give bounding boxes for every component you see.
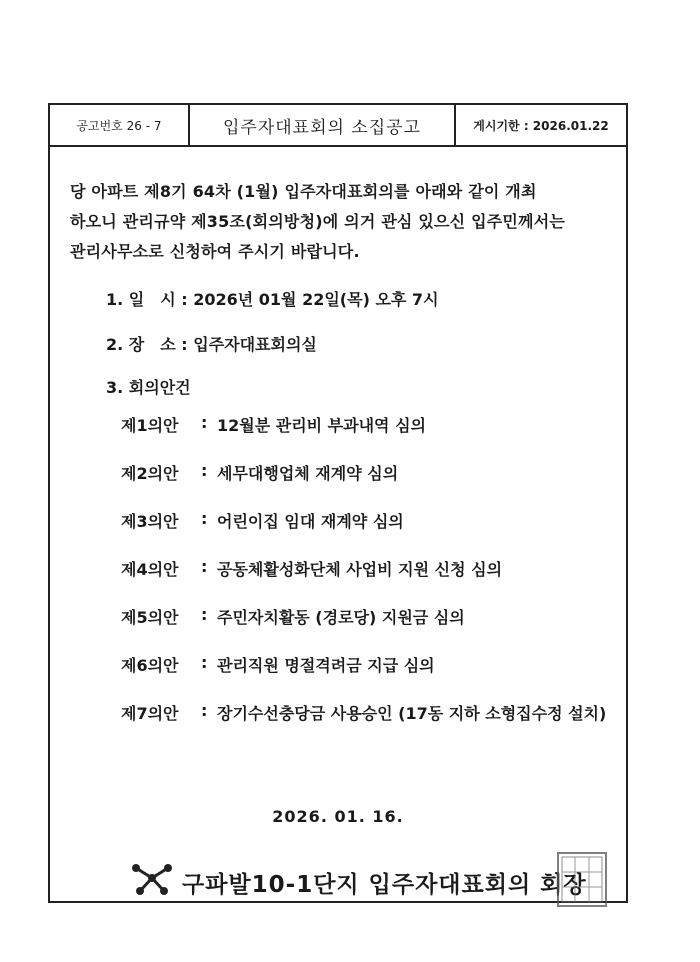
intro-line: 관리사무소로 신청하여 주시기 바랍니다.: [70, 242, 360, 261]
posting-period: 게시기한 : 2026.01.22: [473, 118, 609, 133]
intro-line: 하오니 관리규약 제35조(회의방청)에 의거 관심 있으신 입주민께서는: [70, 212, 566, 231]
agenda-label: 제2의안: [121, 464, 179, 483]
agenda-item: [121, 605, 465, 628]
agenda-text: 주민자치활동 (경로당) 지원금 심의: [217, 608, 465, 627]
agenda-label: 제3의안: [121, 512, 179, 531]
agenda-colon: :: [201, 413, 208, 432]
agenda-item: [121, 557, 502, 580]
meeting-datetime: 1. 일 시 : 2026년 01월 22일(목) 오후 7시: [106, 290, 439, 309]
notice-number: 공고번호 26 - 7: [50, 105, 190, 145]
issue-date: 2026. 01. 16.: [272, 807, 404, 826]
intro-paragraph: [70, 177, 615, 267]
header-row: [50, 105, 626, 147]
agenda-label: 제7의안: [121, 704, 179, 723]
agenda-label: 제4의안: [121, 560, 179, 579]
agenda-colon: :: [201, 557, 208, 576]
agenda-item: [121, 653, 435, 676]
agenda-text: 세무대행업체 재계약 심의: [217, 464, 399, 483]
agenda-text: 12월분 관리비 부과내역 심의: [217, 416, 426, 435]
agenda-text: 어린이집 임대 재계약 심의: [217, 512, 404, 531]
signature-text: 구파발10-1단지 입주자대표회의 회장: [182, 871, 587, 898]
notice-document: [48, 103, 628, 903]
signature: [130, 862, 587, 902]
agenda-label: 제5의안: [121, 608, 179, 627]
agenda-item: [121, 701, 606, 724]
agenda-heading: 3. 회의안건: [106, 378, 191, 397]
notice-body: [50, 147, 626, 901]
intro-line: 당 아파트 제8기 64차 (1월) 입주자대표회의를 아래와 같이 개최: [70, 182, 537, 201]
official-seal-icon: [557, 852, 607, 907]
agenda-colon: :: [201, 653, 208, 672]
agenda-item: [121, 509, 404, 532]
notice-title: 입주자대표회의 소집공고: [190, 105, 456, 145]
agenda-colon: :: [201, 701, 208, 720]
agenda-colon: :: [201, 461, 208, 480]
meeting-place: 2. 장 소 : 입주자대표회의실: [106, 335, 317, 354]
agenda-item: [121, 461, 398, 484]
agenda-text: 관리직원 명절격려금 지급 심의: [217, 656, 435, 675]
agenda-colon: :: [201, 509, 208, 528]
agenda-item: [121, 413, 426, 436]
agenda-label: 제6의안: [121, 656, 179, 675]
agenda-colon: :: [201, 605, 208, 624]
agenda-text: 공동체활성화단체 사업비 지원 신청 심의: [217, 560, 503, 579]
agenda-text: 장기수선충당금 사용승인 (17동 지하 소형집수정 설치): [217, 704, 607, 723]
people-network-logo-icon: [130, 862, 174, 902]
agenda-label: 제1의안: [121, 416, 179, 435]
